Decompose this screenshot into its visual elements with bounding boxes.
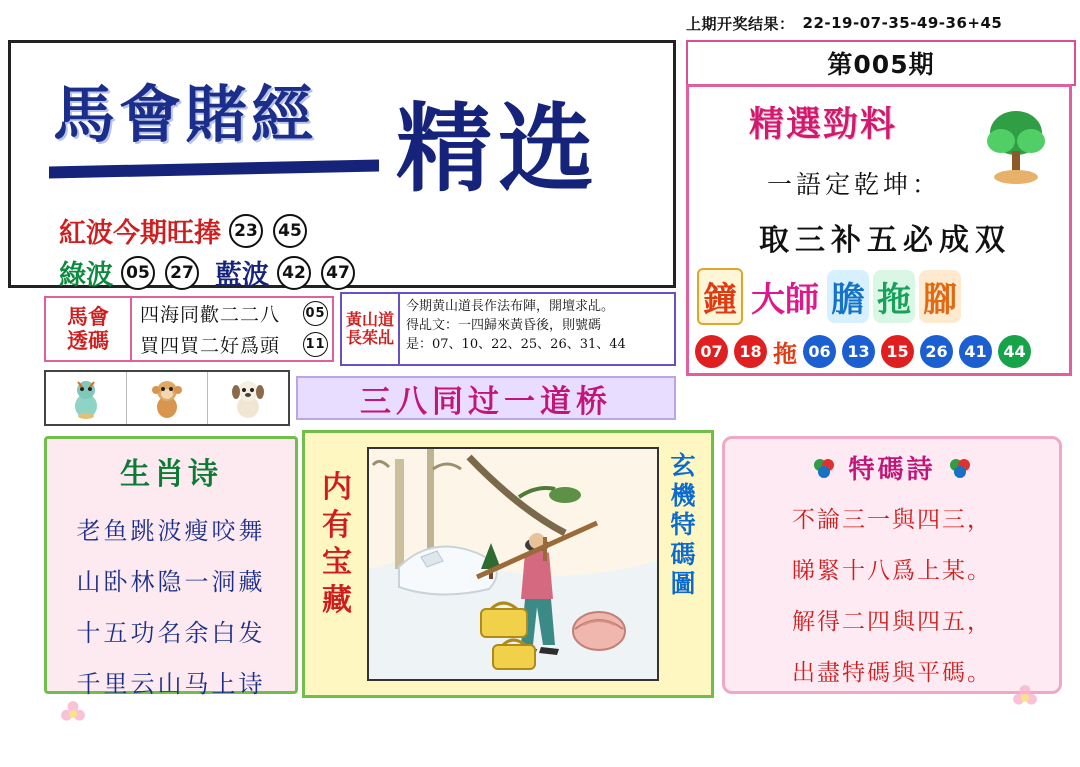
mahui-toma-row-2-number: 11 [303, 332, 328, 357]
huangshan-box [340, 292, 676, 366]
dog-icon [228, 376, 268, 420]
masthead-underline [49, 160, 379, 179]
featured-number-2: 18 [734, 335, 767, 368]
zodiac-strip [44, 370, 290, 426]
special-code-poem-header [812, 449, 971, 486]
featured-number-6: 26 [920, 335, 953, 368]
featured-number-5: 15 [881, 335, 914, 368]
zodiac-poem-line-1: 老鱼跳波瘦咬舞 [76, 517, 266, 545]
flower-icon-right [1012, 684, 1038, 710]
green-wave-ball-2: 27 [165, 256, 199, 290]
red-wave-row [59, 211, 309, 250]
red-wave-ball-2: 45 [273, 214, 307, 248]
master-word-3: 膽 [827, 270, 869, 323]
mahui-toma-row-1-text: 四海同歡二二八 [140, 304, 281, 326]
huangshan-body-line-2: 得乩文：一四歸來黃昏後，則號碼 [406, 317, 602, 333]
fisherman-illustration [369, 449, 657, 679]
green-wave-label: 綠波 [59, 260, 113, 291]
featured-tips-line-1: 一語定乾坤： [767, 170, 942, 199]
blue-wave-label: 藍波 [215, 260, 269, 291]
featured-tips-panel [686, 84, 1072, 376]
bridge-banner [296, 376, 676, 420]
mahui-toma-rows [132, 298, 332, 360]
blue-wave-ball-1: 42 [277, 256, 311, 290]
monkey-icon [147, 376, 187, 420]
featured-number-8: 44 [998, 335, 1031, 368]
previous-draw-label: 上期开奖结果： [686, 14, 795, 33]
featured-tips-title: 精選勁料 [749, 104, 898, 145]
featured-number-4: 13 [842, 335, 875, 368]
featured-number-7: 41 [959, 335, 992, 368]
featured-number-1: 07 [695, 335, 728, 368]
clover-icon-right [948, 456, 972, 480]
previous-draw-numbers: 22-19-07-35-49-36+45 [802, 14, 1003, 32]
masthead [8, 40, 676, 291]
huangshan-body-line-1: 今期黄山道長作法布陣，開壇求乩。 [406, 299, 615, 314]
blue-wave-ball-2: 47 [321, 256, 355, 290]
issue-box [686, 40, 1076, 86]
zodiac-cell-2 [127, 372, 208, 424]
zodiac-poem-line-3: 十五功名余白发 [76, 619, 266, 647]
master-word-5: 腳 [919, 270, 961, 323]
mahui-toma-row-2-text: 買四買二好爲頭 [140, 335, 281, 357]
master-words-row [697, 267, 1065, 325]
dragon-icon [66, 376, 106, 420]
mahui-toma-row-1-number: 05 [303, 301, 328, 326]
mahui-toma-row-2 [140, 331, 332, 358]
green-blue-wave-row [59, 253, 357, 292]
featured-number-3: 06 [803, 335, 836, 368]
red-wave-label: 紅波今期旺捧 [59, 218, 221, 249]
master-word-2: 大師 [751, 279, 819, 320]
masthead-title: 馬會賭經 [53, 78, 318, 151]
zodiac-poem-box [44, 436, 298, 698]
zodiac-cell-3 [208, 372, 288, 424]
mahui-toma-box [44, 296, 334, 362]
picture-right-caption: 玄機特碼圖 [670, 451, 696, 598]
mahui-toma-label-line1: 馬會 [67, 303, 109, 329]
green-wave-ball-1: 05 [121, 256, 155, 290]
master-word-1: 鐘 [697, 268, 743, 325]
special-code-poem-line-1: 不論三一與四三， [792, 507, 992, 533]
special-code-poem-line-2: 睇緊十八爲上某。 [792, 558, 992, 584]
picture-left-caption: 内有宝藏 [322, 470, 352, 618]
zodiac-cell-1 [46, 372, 127, 424]
mystic-picture-box [302, 430, 714, 698]
huangshan-body [400, 294, 674, 364]
previous-draw-result [686, 8, 1072, 38]
special-code-poem-line-3: 解得二四與四五， [792, 609, 992, 635]
zodiac-poem-line-4: 千里云山马上诗 [76, 670, 266, 698]
special-code-poem-box [722, 436, 1062, 694]
huangshan-body-line-3: 是：07、10、22、25、26、31、44 [406, 336, 626, 352]
bridge-banner-text: 三八同过一道桥 [360, 383, 612, 420]
clover-icon-left [812, 456, 836, 480]
picture-illustration [367, 447, 659, 681]
masthead-accent-title: 精选 [396, 92, 600, 205]
zodiac-poem-line-2: 山卧林隐一洞藏 [76, 568, 266, 596]
master-word-4: 拖 [873, 270, 915, 323]
mahui-toma-row-1 [140, 300, 332, 327]
flower-icon-left [60, 700, 86, 726]
zodiac-poem-title: 生肖诗 [120, 457, 222, 492]
special-code-poem-line-4: 出盡特碼與平碼。 [792, 660, 992, 686]
featured-number-separator: 拖 [773, 338, 797, 368]
red-wave-ball-1: 23 [229, 214, 263, 248]
special-code-poem-title: 特碼詩 [848, 455, 936, 485]
featured-tips-line-2: 取三补五必成双 [759, 223, 1011, 258]
mahui-toma-label-line2: 透碼 [67, 328, 109, 353]
issue-number: 第005期 [827, 50, 935, 79]
tree-icon [981, 107, 1051, 187]
featured-numbers-row [695, 331, 1069, 371]
mahui-toma-label [46, 298, 132, 360]
huangshan-label: 黃山道長茱乩 [342, 294, 400, 364]
